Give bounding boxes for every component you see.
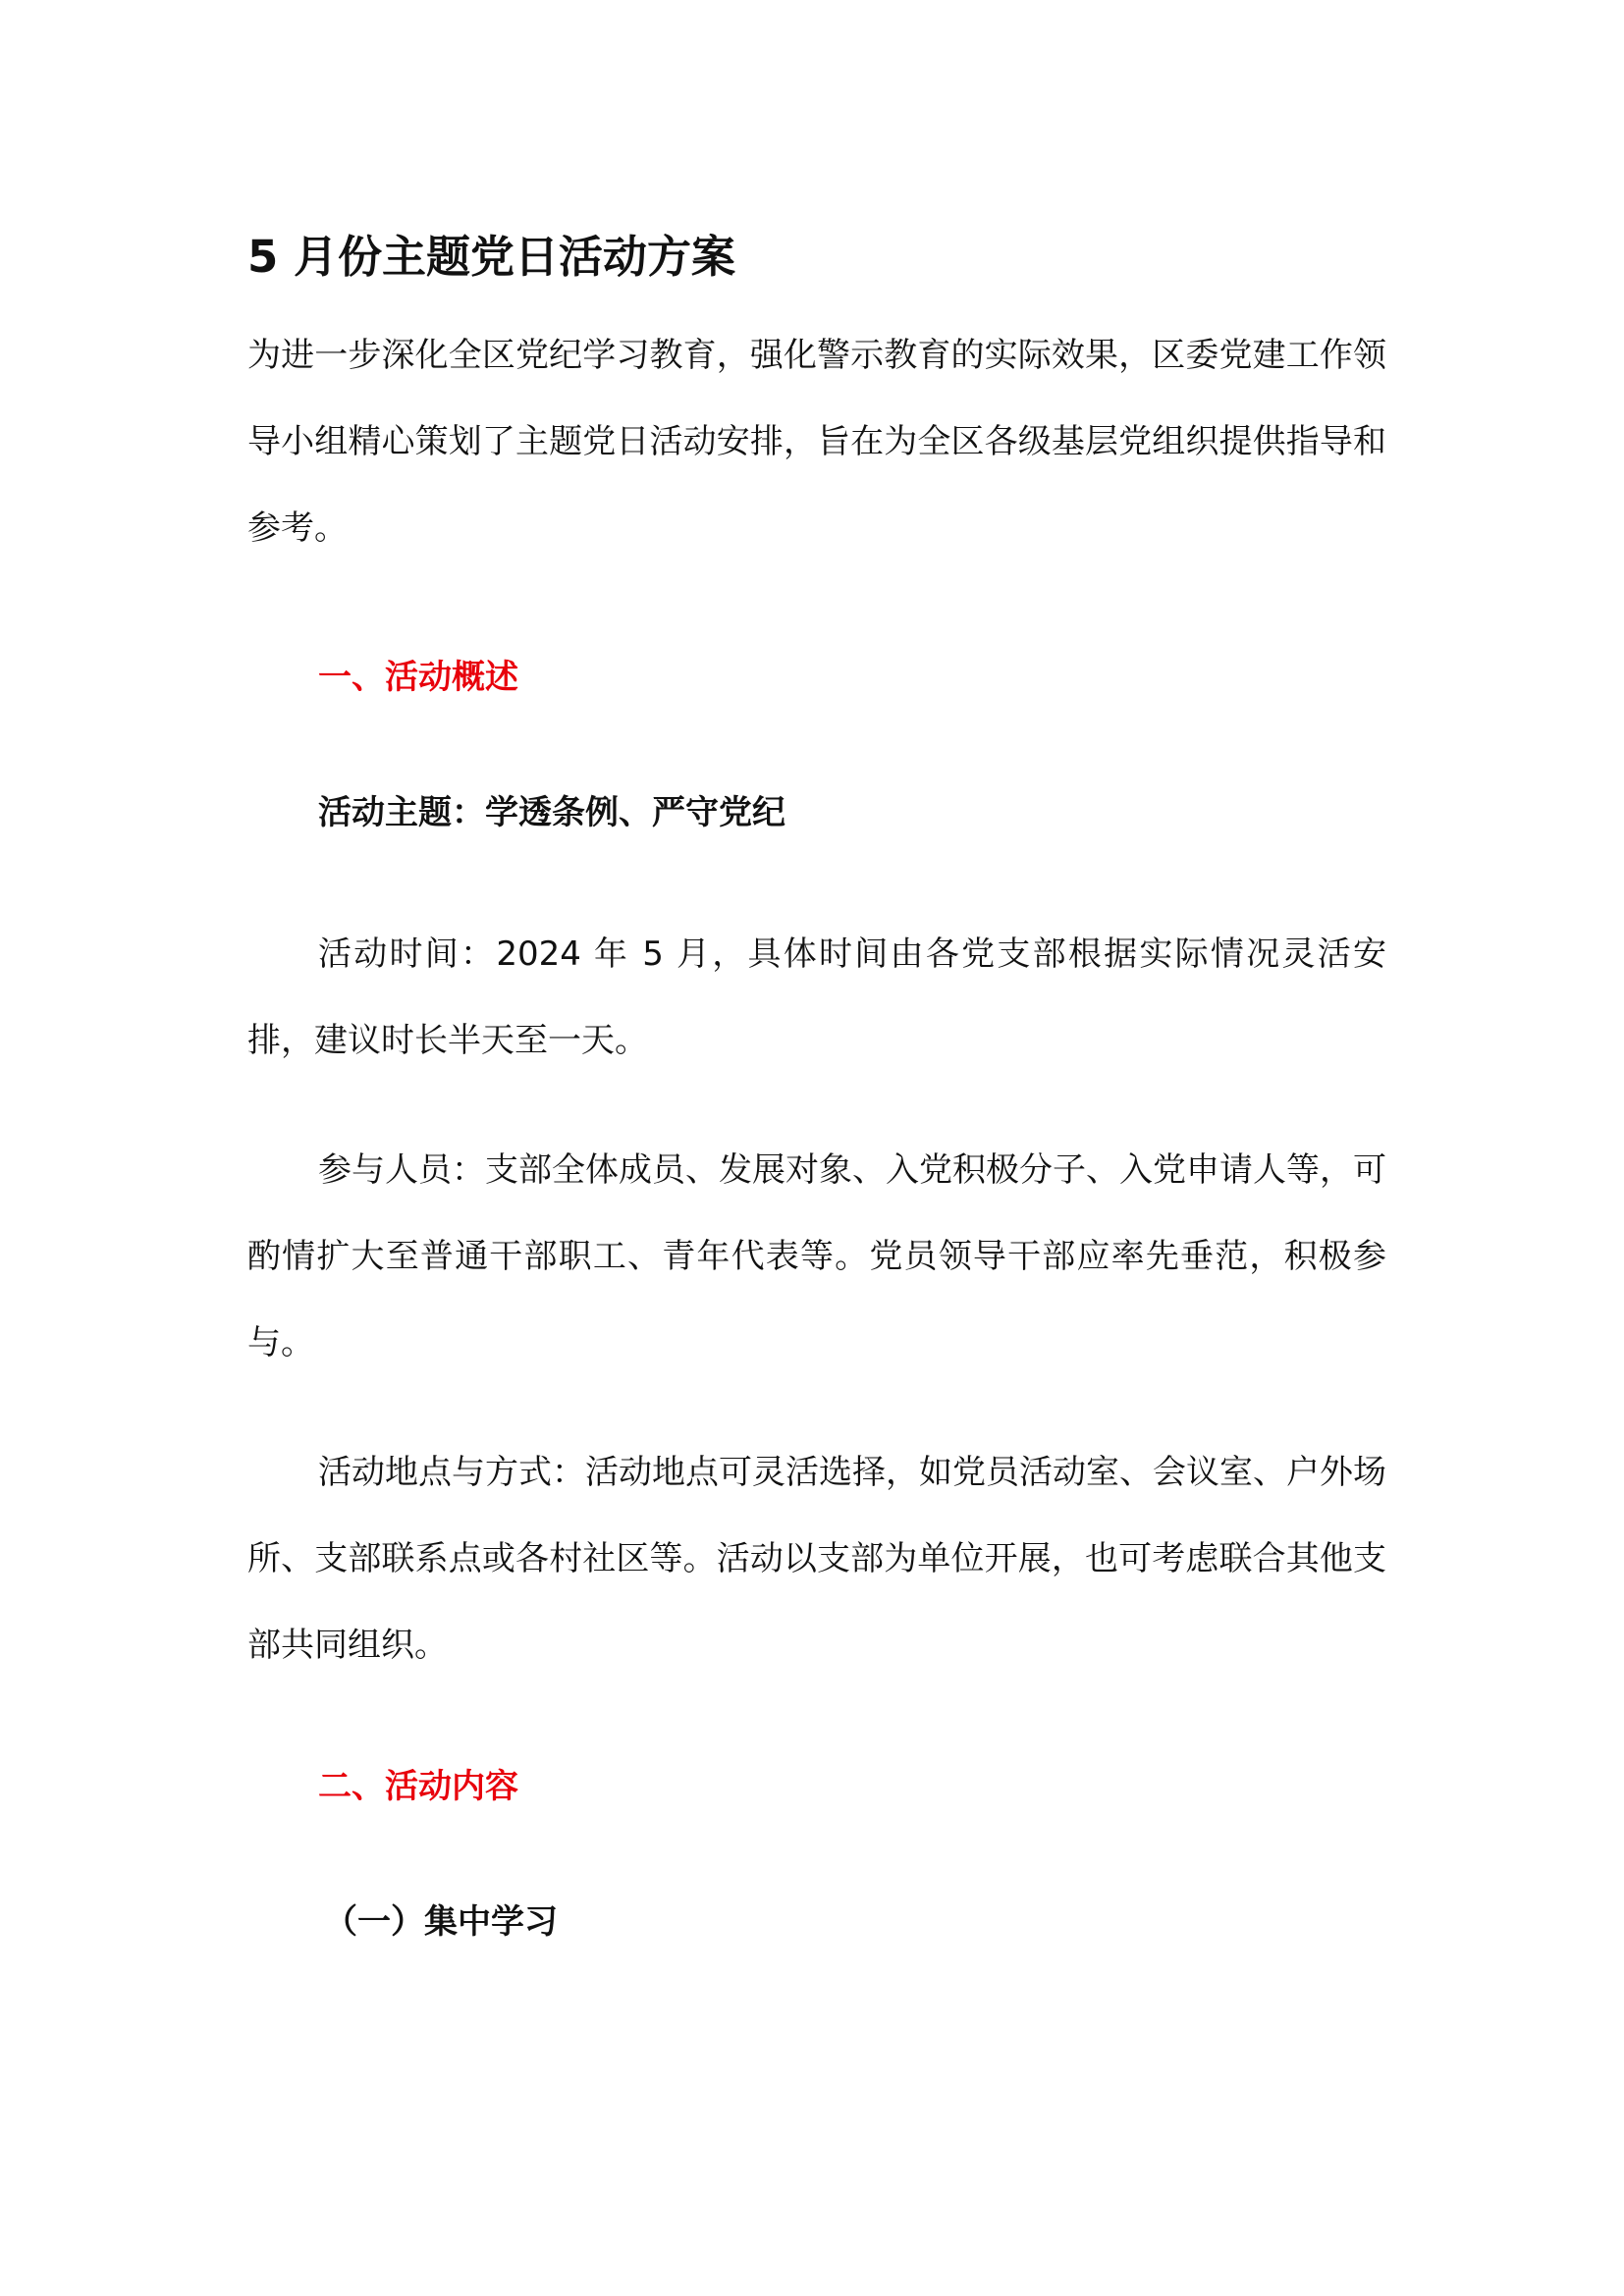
location-text: 活动地点可灵活选择，如党员活动室、会议室、户外场所、支部联系点或各村社区等。活动以支部为单位开展，也可考虑联合其他支部共同组织。 — [247, 1453, 1386, 1665]
section-heading-content: 二、活动内容 — [318, 1767, 518, 1806]
page-title: 5 月份主题党日活动方案 — [247, 231, 735, 283]
activity-time-text: 2024 年 5 月，具体时间由各党支部根据实际情况灵活安排，建议时长半天至一天。 — [247, 934, 1386, 1060]
subsection-heading-study: （一）集中学习 — [324, 1902, 558, 1942]
location-label: 活动地点与方式： — [318, 1453, 585, 1492]
location-paragraph — [247, 1429, 1386, 1688]
participants-text: 支部全体成员、发展对象、入党积极分子、入党申请人等，可酌情扩大至普通干部职工、青年代表等。党员领导干部应率先垂范，积极参与。 — [247, 1150, 1386, 1362]
intro-paragraph: 为进一步深化全区党纪学习教育，强化警示教育的实际效果，区委党建工作领导小组精心策划了主题党日活动安排，旨在为全区各级基层党组织提供指导和参考。 — [247, 336, 1386, 548]
activity-time-label: 活动时间： — [318, 934, 497, 974]
participants-paragraph — [247, 1127, 1386, 1386]
activity-theme: 活动主题：学透条例、严守党纪 — [318, 793, 785, 832]
participants-label: 参与人员： — [318, 1150, 485, 1190]
activity-time-paragraph — [247, 911, 1386, 1084]
section-heading-overview: 一、活动概述 — [318, 658, 518, 697]
